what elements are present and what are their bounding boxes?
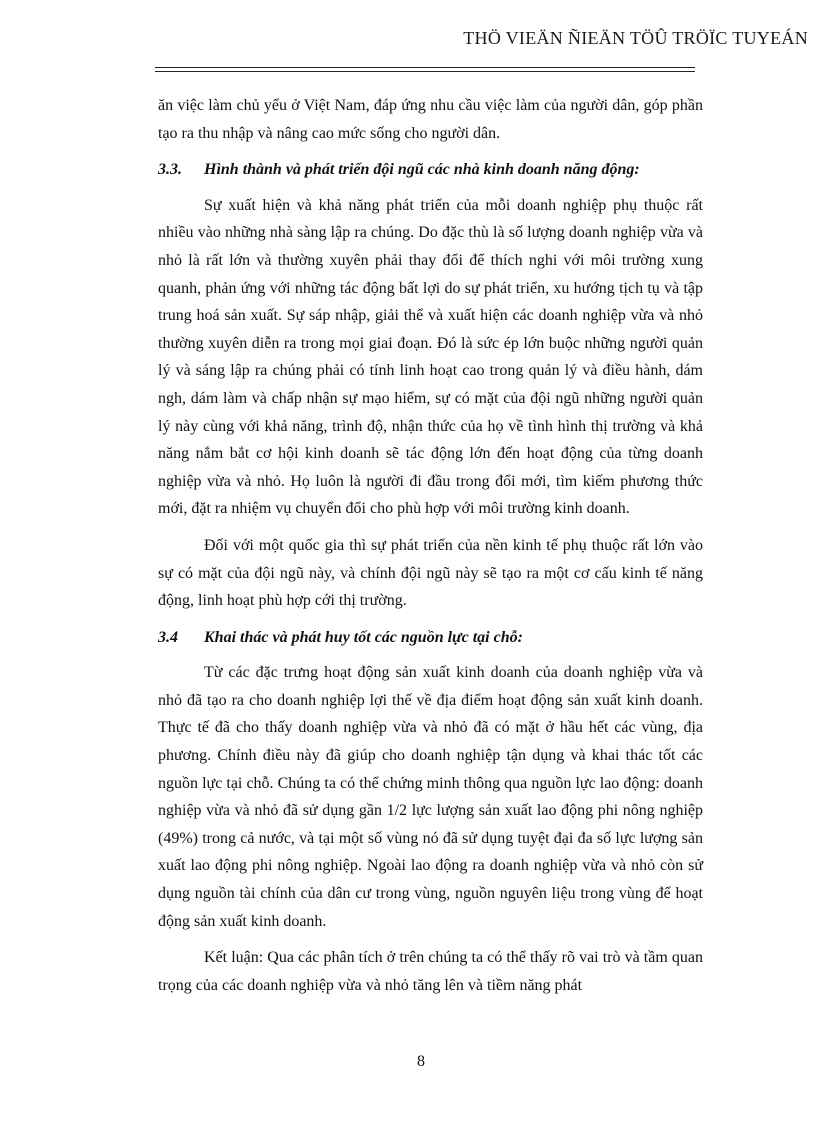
section-number: 3.3. (158, 161, 182, 179)
header-divider-thin (155, 71, 695, 72)
page-content (158, 92, 703, 1008)
section-number: 3.4 (158, 628, 178, 646)
section-heading-3-3 (158, 156, 703, 184)
section-3-3-paragraph-2: Đối với một quốc gia thì sự phát triển của nền kinh tế phụ thuộc rất lớn vào sự có mặt của đội ngũ này, và chính đội ngũ này sẽ tạo ra một cơ cấu kinh tế năng động, linh hoạt phù hợp cới thị trường. (158, 536, 703, 610)
page-number: 8 (417, 1053, 425, 1070)
intro-paragraph: ăn việc làm chủ yếu ở Việt Nam, đáp ứng nhu cầu việc làm của người dân, góp phần tạo ra thu nhập và nâng cao mức sống cho người dân. (158, 97, 703, 142)
header-divider (155, 67, 695, 68)
section-3-4-paragraph-1: Từ các đặc trưng hoạt động sản xuất kinh doanh của doanh nghiệp vừa và nhỏ đã tạo ra cho doanh nghiệp lợi thế về địa điểm hoạt động sản xuất kinh doanh. Thực tế đã cho thấy doanh nghiệp vừa và nhỏ đã có mặt ở hầu hết các vùng, địa phương. Chính điều này đã giúp cho doanh nghiệp tận dụng và khai thác tốt các nguồn lực tại chỗ. Chúng ta có thể chứng minh thông qua nguồn lực lao động: doanh nghiệp vừa và nhỏ đã sử dụng gần 1/2 lực lượng sản xuất lao động phi nông nghiệp (49%) trong cả nước, và tại một số vùng nó đã sử dụng tuyệt đại đa số lực lượng sản xuất lao động phi nông nghiệp. Ngoài lao động ra doanh nghiệp vừa và nhỏ còn sử dụng nguồn tài chính của dân cư trong vùng, nguồn nguyên liệu trong vùng để hoạt động sản xuất kinh doanh. (158, 664, 703, 930)
section-heading-3-4 (158, 624, 703, 652)
section-3-3-paragraph-1: Sự xuất hiện và khả năng phát triển của mỗi doanh nghiệp phụ thuộc rất nhiều vào những nhà sàng lập ra chúng. Do đặc thù là số lượng doanh nghiệp vừa và nhỏ là rất lớn và thường xuyên phải thay đổi để thích nghi với môi trường xung quanh, phản ứng với những tác động bất lợi do sự phát triển, xu hướng tịch tụ và tập trung hoá sản xuất. Sự sáp nhập, giải thể và xuất hiện các doanh nghiệp vừa và nhỏ thường xuyên diễn ra trong mọi giai đoạn. Đó là sức ép lớn buộc những người quản lý và sáng lập ra chúng phải có tính linh hoạt cao trong quản lý và điều hành, dám ngh, dám làm và chấp nhận sự mạo hiểm, sự có mặt của đội ngũ những người quản lý này cùng với khả năng, trình độ, nhận thức của họ về tình hình thị trường và khả năng nắm bắt cơ hội kinh doanh sẽ tác động lớn đến hoạt động của từng doanh nghiệp vừa và nhỏ. Họ luôn là người đi đầu trong đổi mới, tìm kiếm phương thức mới, đặt ra nhiệm vụ chuyển đổi cho phù hợp với môi trường kinh doanh. (158, 196, 703, 518)
header-title: THÖ VIEÄN ÑIEÄN TÖÛ TRÖÏC TUYEÁN (463, 28, 808, 48)
section-title: Hình thành và phát triển đội ngũ các nhà kinh doanh năng động: (204, 161, 640, 179)
section-title: Khai thác và phát huy tốt các nguồn lực tại chỗ: (204, 628, 523, 646)
conclusion-paragraph: Kết luận: Qua các phân tích ở trên chúng ta có thể thấy rõ vai trò và tầm quan trọng của các doanh nghiệp vừa và nhỏ tăng lên và tiềm năng phát (158, 949, 703, 994)
